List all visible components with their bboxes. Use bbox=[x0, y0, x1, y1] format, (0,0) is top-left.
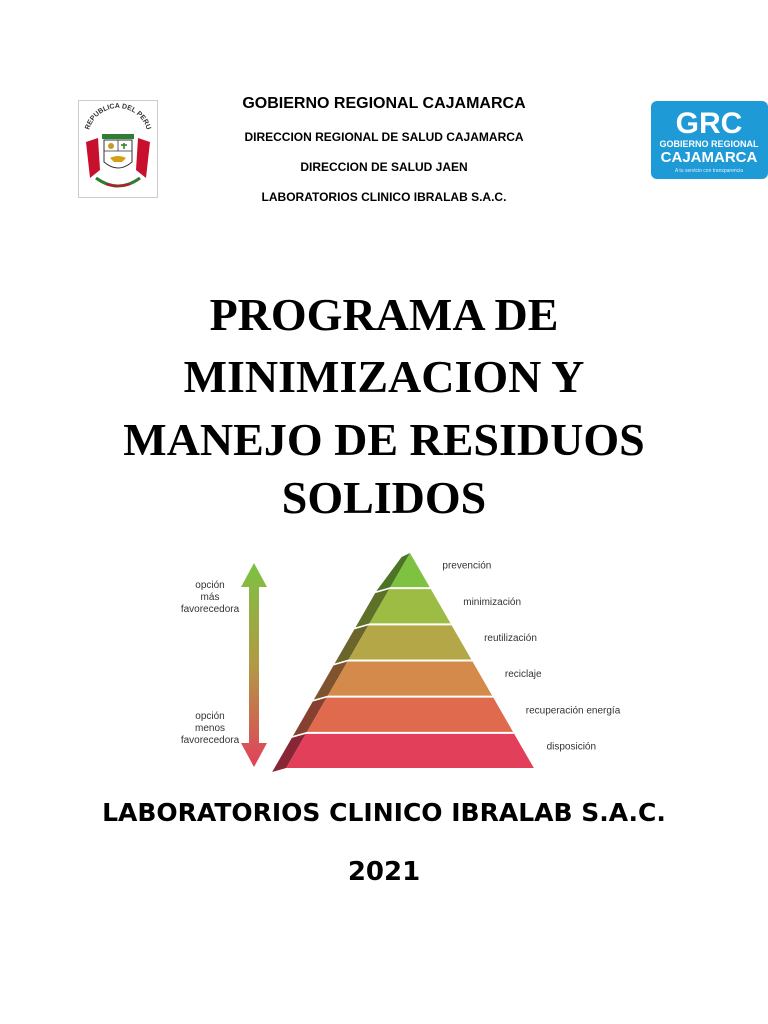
header-line-2: DIRECCION REGIONAL DE SALUD CAJAMARCA bbox=[244, 130, 524, 144]
pyramid-level-5 bbox=[307, 698, 513, 732]
pyramid-label-1: prevención bbox=[442, 560, 492, 572]
pyramid-label-5: recuperación energía bbox=[525, 705, 621, 717]
grc-mark: GRC bbox=[675, 107, 743, 140]
title-line-1: PROGRAMA DE bbox=[209, 289, 559, 340]
arrow-top-label-1: opción bbox=[195, 580, 225, 591]
header-line-3: DIRECCION DE SALUD JAEN bbox=[300, 160, 468, 174]
preference-arrow bbox=[241, 563, 267, 767]
pyramid-label-6: disposición bbox=[546, 741, 597, 753]
pyramid-label-3: reutilización bbox=[484, 632, 537, 644]
arrow-bottom-label-3: favorecedora bbox=[180, 735, 240, 746]
pyramid-label-2: minimización bbox=[463, 596, 522, 608]
arrow-top-label-3: favorecedora bbox=[180, 604, 240, 615]
header-line-4: LABORATORIOS CLINICO IBRALAB S.A.C. bbox=[261, 190, 507, 204]
header-line-1: GOBIERNO REGIONAL CAJAMARCA bbox=[242, 95, 526, 112]
year: 2021 bbox=[347, 857, 421, 887]
pyramid-level-3 bbox=[349, 625, 472, 659]
arrow-bottom-label-2: menos bbox=[194, 723, 226, 734]
title-line-2: MINIMIZACION Y bbox=[183, 351, 585, 402]
arrow-bottom-label-1: opción bbox=[195, 711, 225, 722]
title-line-3: MANEJO DE RESIDUOS bbox=[123, 414, 645, 465]
pyramid-level-4 bbox=[328, 662, 492, 696]
waste-hierarchy-diagram bbox=[160, 545, 630, 780]
grc-tagline: A tu servicio con transparencia bbox=[674, 168, 744, 174]
grc-line2: CAJAMARCA bbox=[660, 149, 758, 166]
pyramid bbox=[272, 553, 621, 772]
grc-line1: GOBIERNO REGIONAL bbox=[659, 139, 759, 149]
title-line-4: SOLIDOS bbox=[281, 472, 487, 523]
pyramid-label-4: reciclaje bbox=[504, 669, 542, 681]
peru-coat-of-arms-icon bbox=[78, 100, 158, 198]
grc-logo bbox=[651, 101, 768, 179]
pyramid-level-6 bbox=[286, 734, 534, 768]
lab-name: LABORATORIOS CLINICO IBRALAB S.A.C. bbox=[102, 798, 666, 827]
arrow-top-label-2: más bbox=[200, 592, 220, 603]
seal-text: REPUBLICA DEL PERU bbox=[84, 102, 152, 131]
